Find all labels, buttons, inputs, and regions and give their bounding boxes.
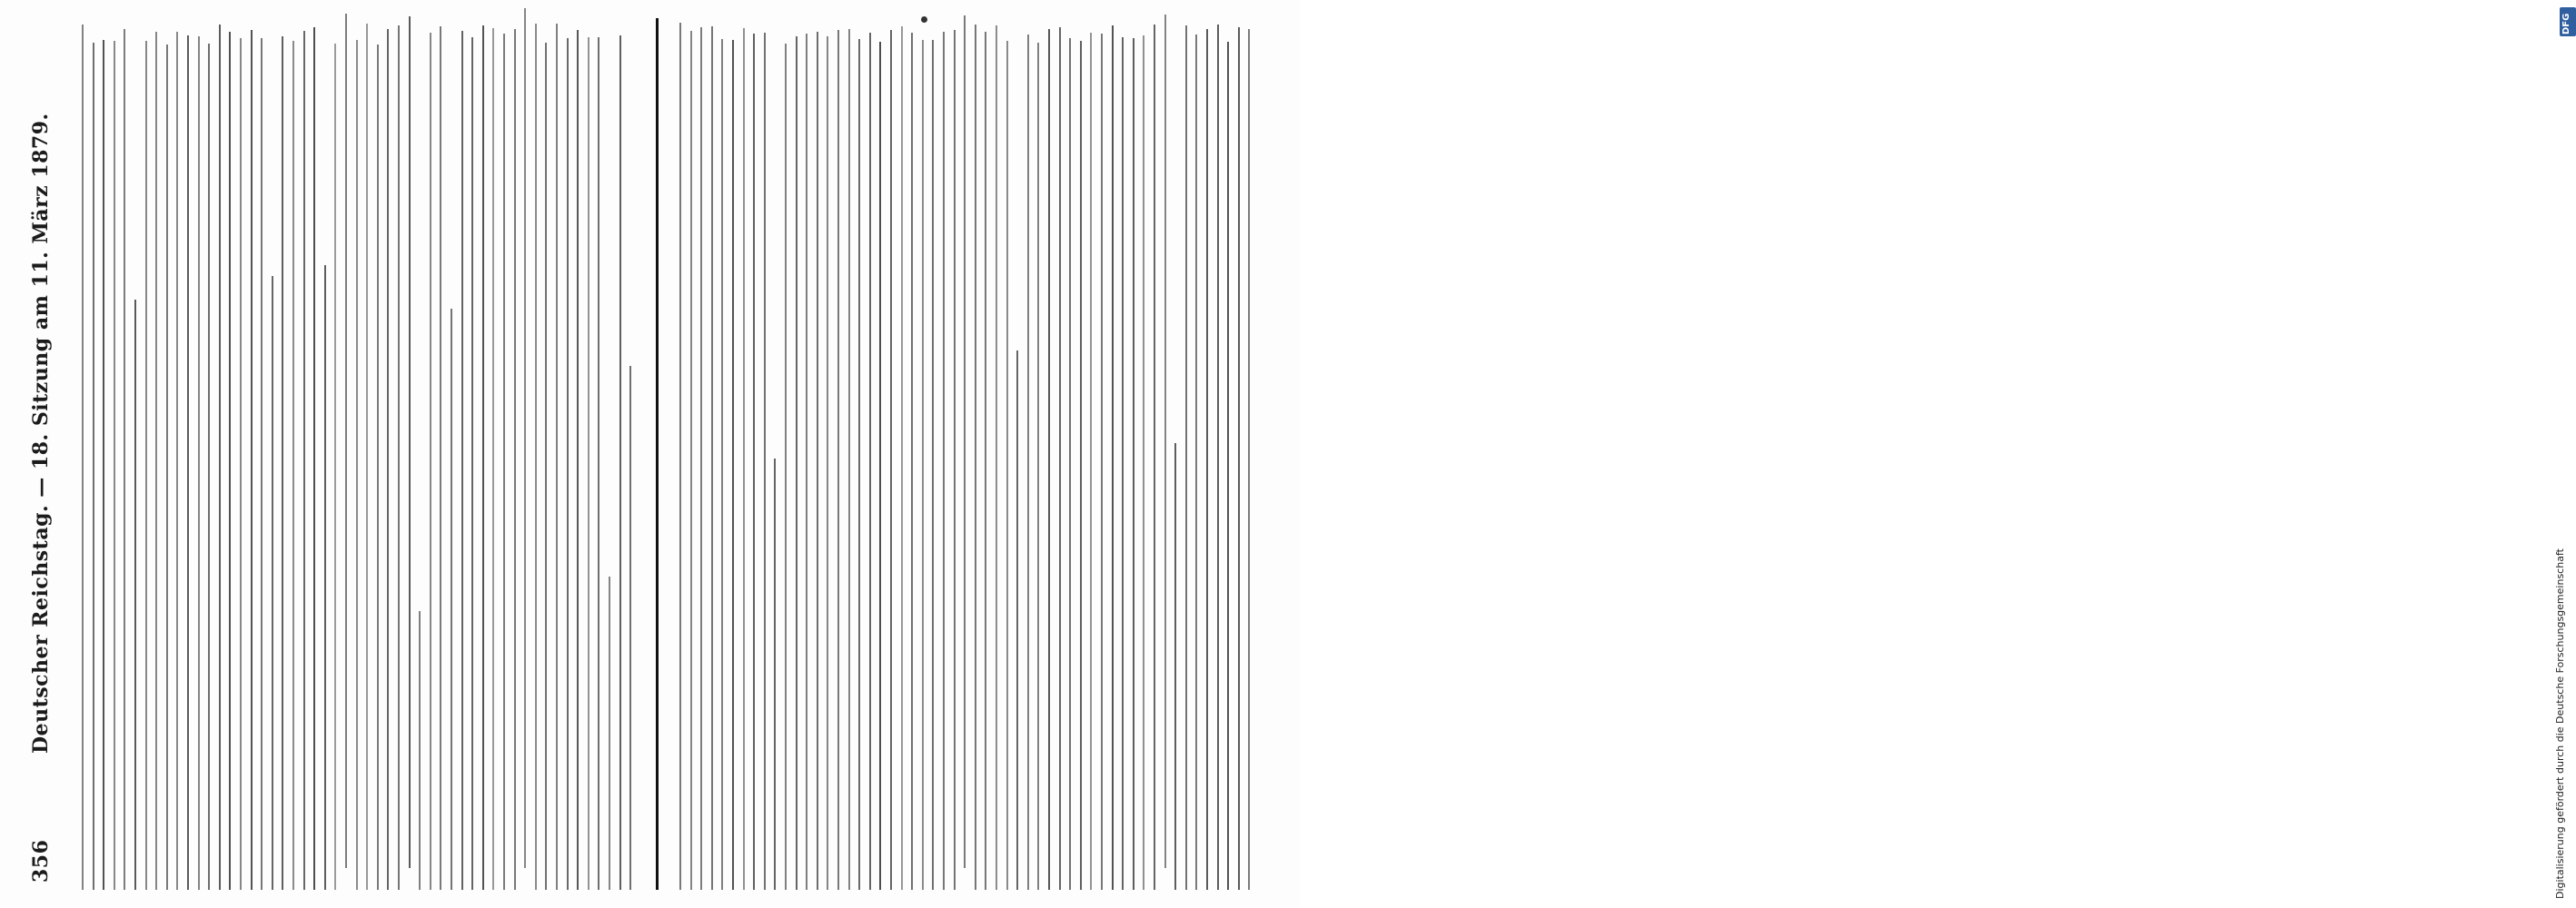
text-line [1006, 41, 1008, 890]
text-line [492, 28, 494, 890]
text-line [229, 32, 231, 890]
text-line [272, 276, 273, 890]
text-line [292, 41, 294, 890]
text-line [345, 14, 347, 868]
text-line [609, 577, 610, 890]
text-line [545, 43, 547, 890]
text-line [817, 32, 818, 890]
text-line [911, 33, 913, 890]
text-line [975, 25, 976, 890]
text-line [598, 37, 599, 890]
text-line [145, 41, 147, 890]
text-line [535, 25, 537, 891]
text-line [690, 31, 692, 890]
text-line [932, 40, 934, 890]
text-column-right [672, 18, 1263, 890]
text-line [1238, 27, 1240, 890]
text-line [114, 41, 115, 890]
text-line [1122, 37, 1124, 890]
text-line [366, 24, 368, 890]
text-line [1164, 15, 1166, 868]
text-line [743, 28, 745, 890]
text-line [806, 34, 807, 890]
text-line [1027, 35, 1029, 890]
text-line [387, 29, 389, 890]
text-line [588, 37, 590, 890]
text-line [134, 300, 136, 890]
text-line [753, 34, 755, 890]
text-line [796, 36, 798, 890]
text-line [1154, 25, 1155, 890]
text-line [187, 35, 189, 890]
text-line [964, 15, 966, 868]
digitization-note: Digitalisierung gefördert durch die Deutsche Forschungsgemeinschaft [2554, 548, 2566, 899]
text-line [954, 30, 956, 890]
text-line [482, 25, 484, 890]
text-line [261, 38, 263, 890]
text-line [577, 30, 579, 890]
text-line [303, 31, 305, 890]
text-line [943, 32, 945, 890]
text-line [198, 36, 200, 890]
text-line [1037, 43, 1039, 890]
text-line [440, 26, 441, 890]
text-line [858, 39, 860, 890]
scan-speck [921, 16, 927, 23]
text-line [1133, 38, 1134, 890]
text-line [1101, 34, 1103, 890]
text-line [879, 42, 881, 890]
text-line [619, 35, 621, 890]
text-line [503, 34, 505, 890]
text-line [785, 44, 787, 890]
column-divider [656, 18, 659, 890]
dfg-badge-label: DFG [2561, 13, 2571, 35]
text-line [176, 32, 178, 890]
text-line [334, 44, 336, 890]
text-line [985, 32, 986, 890]
text-line [1217, 25, 1219, 890]
text-line [377, 44, 379, 890]
text-line [1016, 350, 1018, 890]
rotated-newspaper-page [18, 18, 1272, 890]
text-line [471, 37, 473, 890]
text-line [1174, 443, 1176, 890]
text-line [219, 25, 221, 890]
text-line [514, 29, 516, 890]
text-line [93, 43, 94, 890]
text-line [1080, 41, 1082, 890]
text-line [827, 36, 828, 890]
text-line [166, 44, 168, 890]
text-line [1112, 25, 1114, 890]
text-line [398, 25, 400, 890]
text-line [1069, 38, 1071, 890]
text-line [996, 25, 997, 890]
text-line [251, 30, 253, 890]
text-line [1048, 29, 1050, 890]
text-line [451, 309, 452, 890]
text-line [869, 33, 871, 890]
text-line [356, 40, 358, 890]
text-line [1227, 42, 1229, 890]
text-line [1143, 35, 1144, 890]
text-line [901, 26, 903, 890]
text-column-left [74, 18, 638, 890]
text-line [461, 31, 463, 890]
text-line [313, 28, 315, 891]
digitization-sidebar [1279, 0, 2571, 908]
text-line [700, 27, 702, 890]
text-line [721, 39, 723, 890]
text-line [629, 366, 631, 890]
text-line [679, 23, 681, 890]
text-line [524, 8, 526, 868]
text-line [1248, 29, 1250, 890]
page-header [18, 18, 64, 890]
text-line [922, 40, 924, 890]
text-line [1090, 33, 1092, 890]
text-line [732, 40, 734, 890]
text-line [837, 30, 839, 890]
text-line [324, 265, 326, 890]
running-title: Deutscher Reichstag. — 18. Sitzung am 11. März 1879. [29, 113, 53, 754]
text-line [155, 32, 157, 890]
text-line [764, 33, 766, 890]
text-line [419, 611, 421, 890]
text-line [774, 459, 776, 890]
text-line [282, 36, 283, 890]
text-line [1206, 29, 1208, 890]
text-line [409, 16, 411, 868]
text-line [1185, 25, 1187, 890]
text-line [124, 29, 125, 890]
text-line [1059, 27, 1061, 890]
text-line [430, 33, 431, 890]
text-line [848, 29, 850, 890]
page-number: 356 [29, 839, 53, 883]
text-line [82, 25, 84, 890]
text-line [890, 30, 892, 890]
text-line [567, 38, 569, 890]
text-line [556, 24, 558, 890]
text-line [240, 38, 242, 890]
text-line [711, 26, 713, 890]
text-line [208, 44, 210, 890]
text-line [103, 40, 104, 890]
text-line [1195, 35, 1197, 890]
